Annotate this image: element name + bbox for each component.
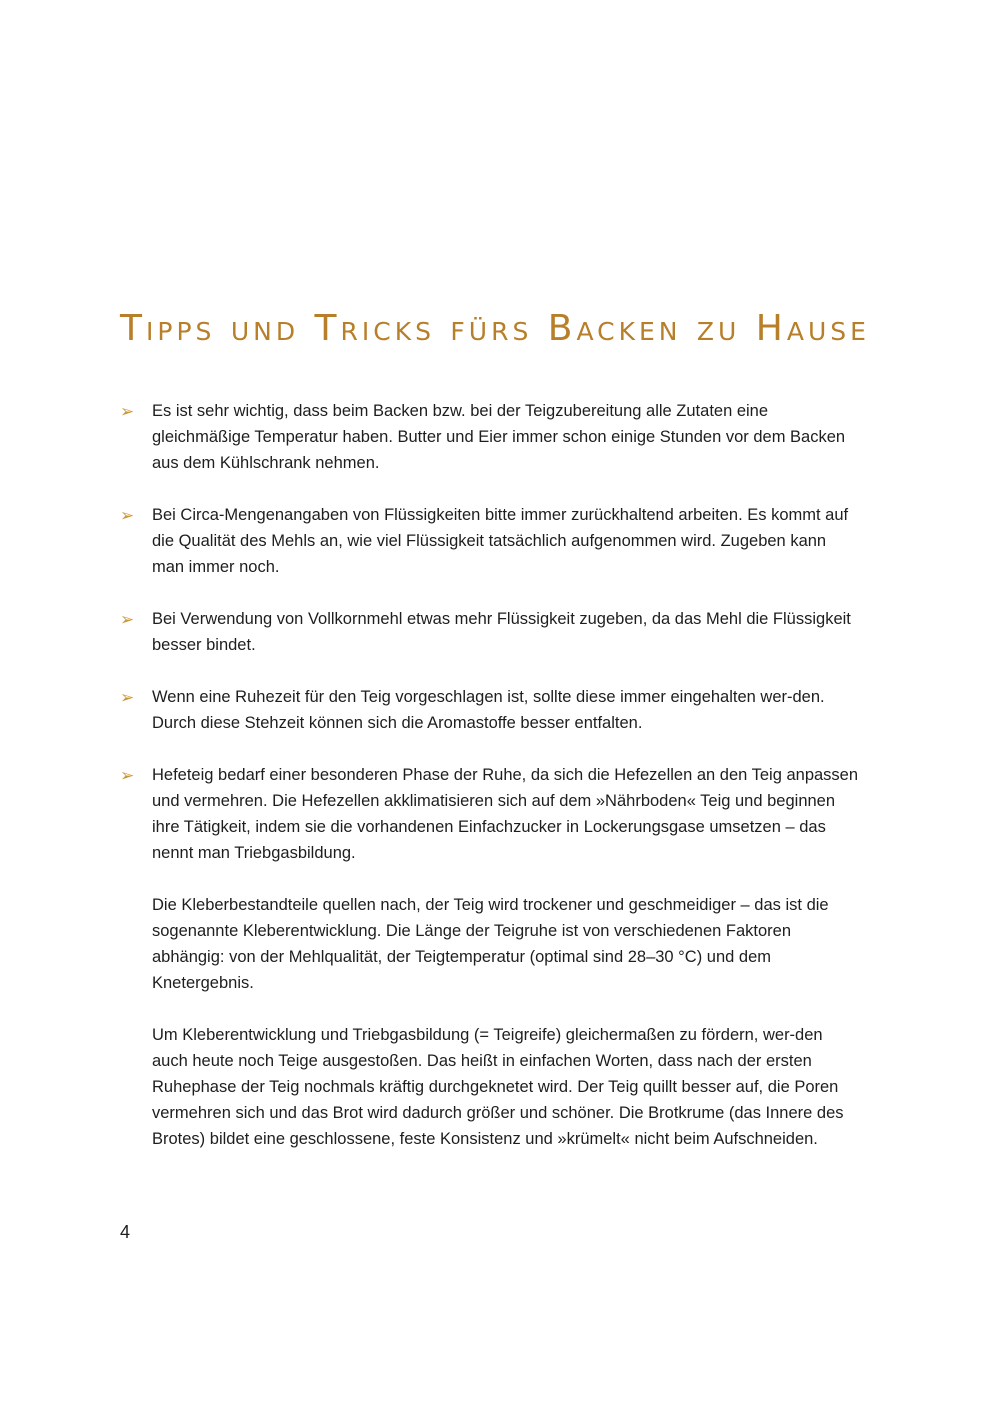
tip-item [120, 398, 860, 476]
arrowhead-icon: ➢ [120, 506, 135, 525]
page-number: 4 [120, 1222, 131, 1242]
tip-item [120, 502, 860, 580]
page-title: Tipps und Tricks fürs Backen zu Hause [120, 308, 870, 349]
tip-text: Bei Verwendung von Vollkornmehl etwas mehr Flüssigkeit zugeben, da das Mehl die Flüssigkeit besser bindet. [152, 610, 851, 654]
tips-list [120, 398, 860, 1178]
tip-item [120, 606, 860, 658]
arrowhead-icon: ➢ [120, 610, 135, 629]
tip-text: Es ist sehr wichtig, dass beim Backen bzw. bei der Teigzubereitung alle Zutaten eine gleichmäßige Temperatur haben. Butter und Eier immer schon einige Stunden vor dem Backen aus dem Kühlschrank nehmen. [152, 402, 846, 472]
tip-text: Um Kleberentwicklung und Triebgasbildung (= Teigreife) gleichermaßen zu fördern, wer-den auch heute noch Teige ausgestoßen. Das heißt in einfachen Worten, dass nach der ersten Ruhephase der Teig nochmals kräftig durchgeknetet wird. Der Teig quillt besser auf, die Poren vermehren sich und das Brot wird dadurch größer und schöner. Die Brotkrume (das Innere des Brotes) bildet eine geschlossene, feste Konsistenz und »krümelt« nicht beim Aufschneiden. [152, 1026, 844, 1148]
arrowhead-icon: ➢ [120, 766, 135, 785]
tip-text: Bei Circa-Mengenangaben von Flüssigkeiten bitte immer zurückhaltend arbeiten. Es kommt auf die Qualität des Mehls an, wie viel Flüssigkeit tatsächlich aufgenommen wird. Zugeben kann man immer noch. [152, 506, 849, 576]
tip-item [120, 684, 860, 736]
tip-item [120, 762, 860, 1152]
tip-text: Die Kleberbestandteile quellen nach, der Teig wird trockener und geschmeidiger – das ist die sogenannte Kleberentwicklung. Die Länge der Teigruhe ist von verschiedenen Faktoren abhängig: von der Mehlqualität, der Teigtemperatur (optimal sind 28–30 °C) und dem Knetergebnis. [152, 896, 829, 992]
tip-text: Hefeteig bedarf einer besonderen Phase der Ruhe, da sich die Hefezellen an den Teig anpassen und vermehren. Die Hefezellen akklimatisieren sich auf dem »Nährboden« Teig und beginnen ihre Tätigkeit, indem sie die vorhandenen Einfachzucker in Lockerungsgase umsetzen – das nennt man Triebgasbildung. [152, 766, 859, 862]
arrowhead-icon: ➢ [120, 688, 135, 707]
arrowhead-icon: ➢ [120, 402, 135, 421]
tip-text: Wenn eine Ruhezeit für den Teig vorgeschlagen ist, sollte diese immer eingehalten wer-den. Durch diese Stehzeit können sich die Aromastoffe besser entfalten. [152, 688, 825, 732]
